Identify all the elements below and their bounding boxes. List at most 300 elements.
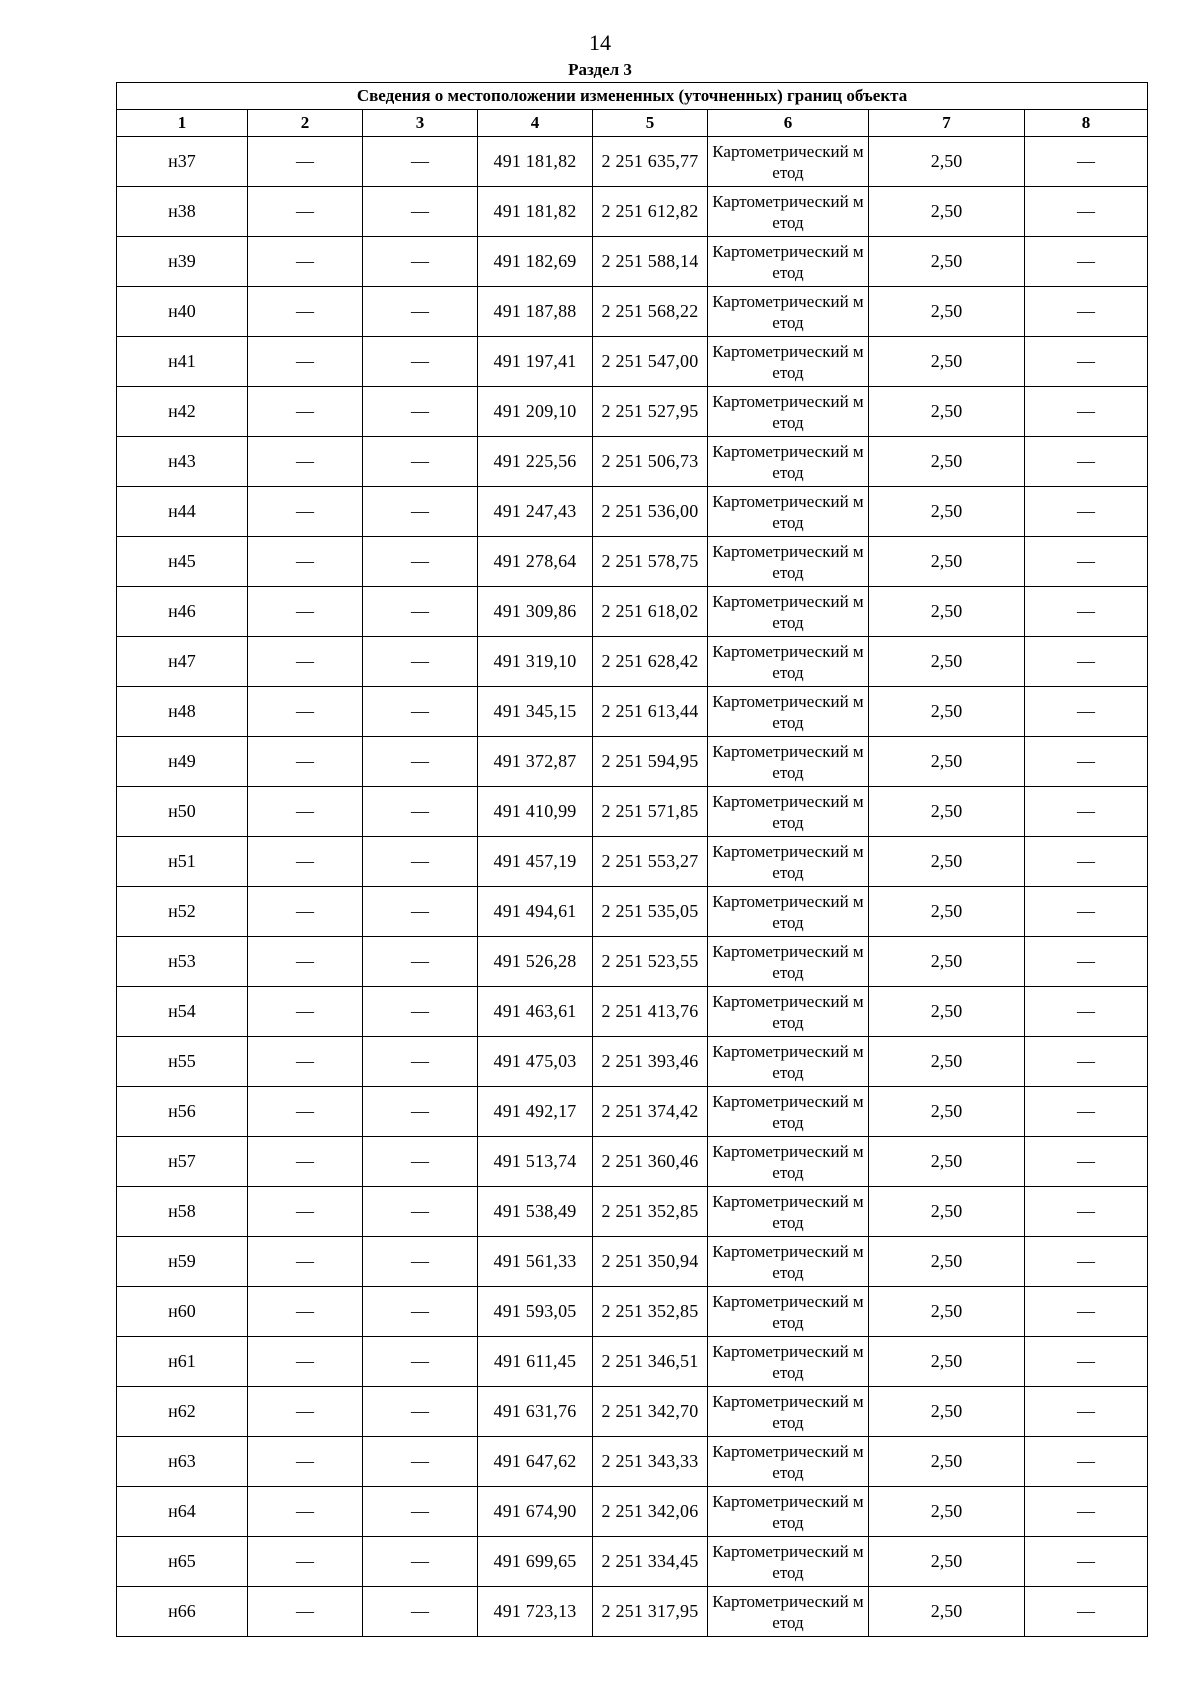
empty-dash-cell: — bbox=[1025, 1587, 1148, 1637]
accuracy-cell: 2,50 bbox=[869, 237, 1025, 287]
y-coordinate-cell: 2 251 352,85 bbox=[593, 1287, 708, 1337]
table-row bbox=[117, 587, 1148, 637]
empty-dash-cell: — bbox=[248, 1337, 363, 1387]
method-cell bbox=[708, 887, 869, 937]
empty-dash-cell: — bbox=[248, 1587, 363, 1637]
empty-dash-cell: — bbox=[363, 537, 478, 587]
coordinates-table bbox=[116, 82, 1148, 1637]
accuracy-cell: 2,50 bbox=[869, 1187, 1025, 1237]
y-coordinate-cell: 2 251 578,75 bbox=[593, 537, 708, 587]
method-text: Картометрический метод bbox=[712, 941, 864, 982]
y-coordinate-cell: 2 251 527,95 bbox=[593, 387, 708, 437]
empty-dash-cell: — bbox=[248, 637, 363, 687]
method-cell bbox=[708, 1537, 869, 1587]
x-coordinate-cell: 491 475,03 bbox=[478, 1037, 593, 1087]
y-coordinate-cell: 2 251 594,95 bbox=[593, 737, 708, 787]
empty-dash-cell: — bbox=[363, 937, 478, 987]
method-cell bbox=[708, 237, 869, 287]
method-text: Картометрический метод bbox=[712, 241, 864, 282]
method-cell bbox=[708, 987, 869, 1037]
empty-dash-cell: — bbox=[1025, 1537, 1148, 1587]
method-text: Картометрический метод bbox=[712, 1241, 864, 1282]
empty-dash-cell: — bbox=[1025, 637, 1148, 687]
method-text: Картометрический метод bbox=[712, 691, 864, 732]
method-text: Картометрический метод bbox=[712, 741, 864, 782]
x-coordinate-cell: 491 181,82 bbox=[478, 137, 593, 187]
table-row bbox=[117, 637, 1148, 687]
x-coordinate-cell: 491 372,87 bbox=[478, 737, 593, 787]
accuracy-cell: 2,50 bbox=[869, 987, 1025, 1037]
method-cell bbox=[708, 337, 869, 387]
empty-dash-cell: — bbox=[248, 937, 363, 987]
point-number-cell: н57 bbox=[117, 1137, 248, 1187]
x-coordinate-cell: 491 457,19 bbox=[478, 837, 593, 887]
empty-dash-cell: — bbox=[363, 787, 478, 837]
x-coordinate-cell: 491 647,62 bbox=[478, 1437, 593, 1487]
accuracy-cell: 2,50 bbox=[869, 1337, 1025, 1387]
table-row bbox=[117, 1487, 1148, 1537]
point-number-cell: н54 bbox=[117, 987, 248, 1037]
method-cell bbox=[708, 1237, 869, 1287]
empty-dash-cell: — bbox=[363, 487, 478, 537]
empty-dash-cell: — bbox=[248, 1137, 363, 1187]
empty-dash-cell: — bbox=[363, 587, 478, 637]
method-text: Картометрический метод bbox=[712, 491, 864, 532]
empty-dash-cell: — bbox=[1025, 1037, 1148, 1087]
accuracy-cell: 2,50 bbox=[869, 537, 1025, 587]
x-coordinate-cell: 491 309,86 bbox=[478, 587, 593, 637]
table-row bbox=[117, 1587, 1148, 1637]
empty-dash-cell: — bbox=[248, 1187, 363, 1237]
y-coordinate-cell: 2 251 393,46 bbox=[593, 1037, 708, 1087]
accuracy-cell: 2,50 bbox=[869, 837, 1025, 887]
accuracy-cell: 2,50 bbox=[869, 437, 1025, 487]
x-coordinate-cell: 491 526,28 bbox=[478, 937, 593, 987]
empty-dash-cell: — bbox=[363, 837, 478, 887]
accuracy-cell: 2,50 bbox=[869, 887, 1025, 937]
method-cell bbox=[708, 1487, 869, 1537]
table-row bbox=[117, 1437, 1148, 1487]
empty-dash-cell: — bbox=[248, 737, 363, 787]
empty-dash-cell: — bbox=[363, 987, 478, 1037]
method-text: Картометрический метод bbox=[712, 1291, 864, 1332]
point-number-cell: н52 bbox=[117, 887, 248, 937]
point-number-cell: н41 bbox=[117, 337, 248, 387]
empty-dash-cell: — bbox=[248, 837, 363, 887]
x-coordinate-cell: 491 345,15 bbox=[478, 687, 593, 737]
empty-dash-cell: — bbox=[1025, 1387, 1148, 1437]
point-number-cell: н50 bbox=[117, 787, 248, 837]
method-cell bbox=[708, 787, 869, 837]
point-number-cell: н62 bbox=[117, 1387, 248, 1437]
method-cell bbox=[708, 1287, 869, 1337]
y-coordinate-cell: 2 251 342,06 bbox=[593, 1487, 708, 1537]
method-cell bbox=[708, 537, 869, 587]
point-number-cell: н59 bbox=[117, 1237, 248, 1287]
point-number-cell: н56 bbox=[117, 1087, 248, 1137]
table-caption: Сведения о местоположении измененных (уточненных) границ объекта bbox=[117, 83, 1148, 110]
x-coordinate-cell: 491 181,82 bbox=[478, 187, 593, 237]
x-coordinate-cell: 491 197,41 bbox=[478, 337, 593, 387]
empty-dash-cell: — bbox=[1025, 1237, 1148, 1287]
point-number-cell: н45 bbox=[117, 537, 248, 587]
method-text: Картометрический метод bbox=[712, 1041, 864, 1082]
empty-dash-cell: — bbox=[363, 687, 478, 737]
method-cell bbox=[708, 137, 869, 187]
empty-dash-cell: — bbox=[1025, 137, 1148, 187]
table-row bbox=[117, 337, 1148, 387]
y-coordinate-cell: 2 251 350,94 bbox=[593, 1237, 708, 1287]
method-text: Картометрический метод bbox=[712, 641, 864, 682]
point-number-cell: н38 bbox=[117, 187, 248, 237]
empty-dash-cell: — bbox=[363, 1287, 478, 1337]
table-row bbox=[117, 787, 1148, 837]
method-text: Картометрический метод bbox=[712, 291, 864, 332]
empty-dash-cell: — bbox=[248, 1387, 363, 1437]
empty-dash-cell: — bbox=[248, 1487, 363, 1537]
x-coordinate-cell: 491 225,56 bbox=[478, 437, 593, 487]
x-coordinate-cell: 491 674,90 bbox=[478, 1487, 593, 1537]
x-coordinate-cell: 491 699,65 bbox=[478, 1537, 593, 1587]
empty-dash-cell: — bbox=[248, 787, 363, 837]
method-text: Картометрический метод bbox=[712, 441, 864, 482]
accuracy-cell: 2,50 bbox=[869, 1087, 1025, 1137]
x-coordinate-cell: 491 209,10 bbox=[478, 387, 593, 437]
x-coordinate-cell: 491 247,43 bbox=[478, 487, 593, 537]
accuracy-cell: 2,50 bbox=[869, 487, 1025, 537]
method-cell bbox=[708, 587, 869, 637]
method-cell bbox=[708, 437, 869, 487]
method-text: Картометрический метод bbox=[712, 141, 864, 182]
column-header-row bbox=[117, 110, 1148, 137]
point-number-cell: н40 bbox=[117, 287, 248, 337]
accuracy-cell: 2,50 bbox=[869, 1587, 1025, 1637]
y-coordinate-cell: 2 251 343,33 bbox=[593, 1437, 708, 1487]
method-text: Картометрический метод bbox=[712, 1441, 864, 1482]
method-cell bbox=[708, 387, 869, 437]
empty-dash-cell: — bbox=[1025, 1437, 1148, 1487]
point-number-cell: н37 bbox=[117, 137, 248, 187]
method-text: Картометрический метод bbox=[712, 591, 864, 632]
method-cell bbox=[708, 637, 869, 687]
method-text: Картометрический метод bbox=[712, 541, 864, 582]
empty-dash-cell: — bbox=[248, 1237, 363, 1287]
empty-dash-cell: — bbox=[1025, 487, 1148, 537]
column-header-3: 3 bbox=[363, 110, 478, 137]
table-row bbox=[117, 387, 1148, 437]
point-number-cell: н43 bbox=[117, 437, 248, 487]
method-text: Картометрический метод bbox=[712, 1491, 864, 1532]
method-text: Картометрический метод bbox=[712, 891, 864, 932]
accuracy-cell: 2,50 bbox=[869, 587, 1025, 637]
table-row bbox=[117, 1187, 1148, 1237]
y-coordinate-cell: 2 251 628,42 bbox=[593, 637, 708, 687]
method-text: Картометрический метод bbox=[712, 341, 864, 382]
point-number-cell: н47 bbox=[117, 637, 248, 687]
x-coordinate-cell: 491 278,64 bbox=[478, 537, 593, 587]
empty-dash-cell: — bbox=[363, 387, 478, 437]
point-number-cell: н51 bbox=[117, 837, 248, 887]
empty-dash-cell: — bbox=[363, 737, 478, 787]
empty-dash-cell: — bbox=[1025, 1487, 1148, 1537]
y-coordinate-cell: 2 251 374,42 bbox=[593, 1087, 708, 1137]
x-coordinate-cell: 491 593,05 bbox=[478, 1287, 593, 1337]
empty-dash-cell: — bbox=[248, 187, 363, 237]
accuracy-cell: 2,50 bbox=[869, 1387, 1025, 1437]
method-text: Картометрический метод bbox=[712, 1341, 864, 1382]
empty-dash-cell: — bbox=[248, 1087, 363, 1137]
table-row bbox=[117, 1337, 1148, 1387]
x-coordinate-cell: 491 492,17 bbox=[478, 1087, 593, 1137]
method-cell bbox=[708, 1187, 869, 1237]
accuracy-cell: 2,50 bbox=[869, 387, 1025, 437]
method-cell bbox=[708, 1037, 869, 1087]
empty-dash-cell: — bbox=[363, 137, 478, 187]
empty-dash-cell: — bbox=[248, 287, 363, 337]
y-coordinate-cell: 2 251 536,00 bbox=[593, 487, 708, 537]
method-cell bbox=[708, 1437, 869, 1487]
table-row bbox=[117, 1537, 1148, 1587]
point-number-cell: н63 bbox=[117, 1437, 248, 1487]
empty-dash-cell: — bbox=[248, 437, 363, 487]
method-text: Картометрический метод bbox=[712, 1141, 864, 1182]
table-row bbox=[117, 237, 1148, 287]
y-coordinate-cell: 2 251 352,85 bbox=[593, 1187, 708, 1237]
table-row bbox=[117, 1237, 1148, 1287]
y-coordinate-cell: 2 251 612,82 bbox=[593, 187, 708, 237]
x-coordinate-cell: 491 611,45 bbox=[478, 1337, 593, 1387]
accuracy-cell: 2,50 bbox=[869, 1137, 1025, 1187]
table-row bbox=[117, 487, 1148, 537]
empty-dash-cell: — bbox=[248, 137, 363, 187]
empty-dash-cell: — bbox=[363, 1337, 478, 1387]
accuracy-cell: 2,50 bbox=[869, 687, 1025, 737]
empty-dash-cell: — bbox=[363, 1037, 478, 1087]
empty-dash-cell: — bbox=[1025, 237, 1148, 287]
empty-dash-cell: — bbox=[248, 687, 363, 737]
y-coordinate-cell: 2 251 334,45 bbox=[593, 1537, 708, 1587]
y-coordinate-cell: 2 251 523,55 bbox=[593, 937, 708, 987]
point-number-cell: н58 bbox=[117, 1187, 248, 1237]
empty-dash-cell: — bbox=[363, 1437, 478, 1487]
point-number-cell: н60 bbox=[117, 1287, 248, 1337]
x-coordinate-cell: 491 187,88 bbox=[478, 287, 593, 337]
table-body bbox=[117, 137, 1148, 1637]
empty-dash-cell: — bbox=[363, 1137, 478, 1187]
point-number-cell: н46 bbox=[117, 587, 248, 637]
column-header-4: 4 bbox=[478, 110, 593, 137]
accuracy-cell: 2,50 bbox=[869, 1287, 1025, 1337]
table-row bbox=[117, 887, 1148, 937]
method-text: Картометрический метод bbox=[712, 1591, 864, 1632]
empty-dash-cell: — bbox=[248, 537, 363, 587]
y-coordinate-cell: 2 251 317,95 bbox=[593, 1587, 708, 1637]
accuracy-cell: 2,50 bbox=[869, 1487, 1025, 1537]
x-coordinate-cell: 491 538,49 bbox=[478, 1187, 593, 1237]
empty-dash-cell: — bbox=[1025, 1287, 1148, 1337]
y-coordinate-cell: 2 251 568,22 bbox=[593, 287, 708, 337]
accuracy-cell: 2,50 bbox=[869, 787, 1025, 837]
method-text: Картометрический метод bbox=[712, 991, 864, 1032]
x-coordinate-cell: 491 513,74 bbox=[478, 1137, 593, 1187]
method-text: Картометрический метод bbox=[712, 791, 864, 832]
empty-dash-cell: — bbox=[248, 1037, 363, 1087]
empty-dash-cell: — bbox=[1025, 587, 1148, 637]
method-cell bbox=[708, 837, 869, 887]
x-coordinate-cell: 491 182,69 bbox=[478, 237, 593, 287]
method-text: Картометрический метод bbox=[712, 1541, 864, 1582]
empty-dash-cell: — bbox=[248, 887, 363, 937]
empty-dash-cell: — bbox=[1025, 687, 1148, 737]
column-header-5: 5 bbox=[593, 110, 708, 137]
empty-dash-cell: — bbox=[363, 1487, 478, 1537]
table-row bbox=[117, 687, 1148, 737]
x-coordinate-cell: 491 561,33 bbox=[478, 1237, 593, 1287]
method-cell bbox=[708, 1137, 869, 1187]
empty-dash-cell: — bbox=[363, 337, 478, 387]
method-cell bbox=[708, 1337, 869, 1387]
table-row bbox=[117, 187, 1148, 237]
empty-dash-cell: — bbox=[248, 1437, 363, 1487]
y-coordinate-cell: 2 251 413,76 bbox=[593, 987, 708, 1037]
method-cell bbox=[708, 187, 869, 237]
table-row bbox=[117, 987, 1148, 1037]
accuracy-cell: 2,50 bbox=[869, 1537, 1025, 1587]
empty-dash-cell: — bbox=[1025, 887, 1148, 937]
table-row bbox=[117, 1137, 1148, 1187]
table-row bbox=[117, 737, 1148, 787]
table-row bbox=[117, 937, 1148, 987]
empty-dash-cell: — bbox=[1025, 287, 1148, 337]
column-header-6: 6 bbox=[708, 110, 869, 137]
table-row bbox=[117, 1287, 1148, 1337]
accuracy-cell: 2,50 bbox=[869, 1437, 1025, 1487]
point-number-cell: н53 bbox=[117, 937, 248, 987]
column-header-8: 8 bbox=[1025, 110, 1148, 137]
point-number-cell: н61 bbox=[117, 1337, 248, 1387]
accuracy-cell: 2,50 bbox=[869, 137, 1025, 187]
y-coordinate-cell: 2 251 346,51 bbox=[593, 1337, 708, 1387]
y-coordinate-cell: 2 251 535,05 bbox=[593, 887, 708, 937]
accuracy-cell: 2,50 bbox=[869, 737, 1025, 787]
empty-dash-cell: — bbox=[1025, 337, 1148, 387]
accuracy-cell: 2,50 bbox=[869, 1037, 1025, 1087]
point-number-cell: н64 bbox=[117, 1487, 248, 1537]
table-row bbox=[117, 1087, 1148, 1137]
empty-dash-cell: — bbox=[1025, 987, 1148, 1037]
empty-dash-cell: — bbox=[363, 887, 478, 937]
accuracy-cell: 2,50 bbox=[869, 937, 1025, 987]
empty-dash-cell: — bbox=[1025, 787, 1148, 837]
empty-dash-cell: — bbox=[363, 287, 478, 337]
empty-dash-cell: — bbox=[1025, 1337, 1148, 1387]
y-coordinate-cell: 2 251 618,02 bbox=[593, 587, 708, 637]
method-text: Картометрический метод bbox=[712, 1091, 864, 1132]
empty-dash-cell: — bbox=[363, 237, 478, 287]
empty-dash-cell: — bbox=[1025, 537, 1148, 587]
method-cell bbox=[708, 1387, 869, 1437]
method-cell bbox=[708, 737, 869, 787]
point-number-cell: н65 bbox=[117, 1537, 248, 1587]
method-text: Картометрический метод bbox=[712, 391, 864, 432]
empty-dash-cell: — bbox=[248, 337, 363, 387]
accuracy-cell: 2,50 bbox=[869, 337, 1025, 387]
table-row bbox=[117, 137, 1148, 187]
x-coordinate-cell: 491 319,10 bbox=[478, 637, 593, 687]
method-text: Картометрический метод bbox=[712, 1391, 864, 1432]
empty-dash-cell: — bbox=[1025, 187, 1148, 237]
empty-dash-cell: — bbox=[363, 187, 478, 237]
column-header-2: 2 bbox=[248, 110, 363, 137]
point-number-cell: н44 bbox=[117, 487, 248, 537]
empty-dash-cell: — bbox=[1025, 1187, 1148, 1237]
method-text: Картометрический метод bbox=[712, 1191, 864, 1232]
table-row bbox=[117, 537, 1148, 587]
method-cell bbox=[708, 687, 869, 737]
y-coordinate-cell: 2 251 635,77 bbox=[593, 137, 708, 187]
y-coordinate-cell: 2 251 547,00 bbox=[593, 337, 708, 387]
y-coordinate-cell: 2 251 342,70 bbox=[593, 1387, 708, 1437]
section-title: Раздел 3 bbox=[568, 60, 632, 79]
column-header-7: 7 bbox=[869, 110, 1025, 137]
empty-dash-cell: — bbox=[1025, 937, 1148, 987]
x-coordinate-cell: 491 410,99 bbox=[478, 787, 593, 837]
method-cell bbox=[708, 937, 869, 987]
empty-dash-cell: — bbox=[1025, 387, 1148, 437]
y-coordinate-cell: 2 251 571,85 bbox=[593, 787, 708, 837]
point-number-cell: н42 bbox=[117, 387, 248, 437]
empty-dash-cell: — bbox=[1025, 1087, 1148, 1137]
point-number-cell: н39 bbox=[117, 237, 248, 287]
y-coordinate-cell: 2 251 506,73 bbox=[593, 437, 708, 487]
page-number: 14 bbox=[589, 30, 611, 55]
point-number-cell: н49 bbox=[117, 737, 248, 787]
point-number-cell: н48 bbox=[117, 687, 248, 737]
table-row bbox=[117, 437, 1148, 487]
point-number-cell: н66 bbox=[117, 1587, 248, 1637]
method-text: Картометрический метод bbox=[712, 841, 864, 882]
table-row bbox=[117, 287, 1148, 337]
table-row bbox=[117, 1387, 1148, 1437]
accuracy-cell: 2,50 bbox=[869, 1237, 1025, 1287]
empty-dash-cell: — bbox=[1025, 1137, 1148, 1187]
method-cell bbox=[708, 287, 869, 337]
empty-dash-cell: — bbox=[1025, 837, 1148, 887]
empty-dash-cell: — bbox=[248, 237, 363, 287]
empty-dash-cell: — bbox=[248, 1287, 363, 1337]
empty-dash-cell: — bbox=[1025, 737, 1148, 787]
empty-dash-cell: — bbox=[248, 487, 363, 537]
empty-dash-cell: — bbox=[363, 1537, 478, 1587]
table-row bbox=[117, 1037, 1148, 1087]
empty-dash-cell: — bbox=[363, 637, 478, 687]
accuracy-cell: 2,50 bbox=[869, 187, 1025, 237]
empty-dash-cell: — bbox=[363, 1387, 478, 1437]
empty-dash-cell: — bbox=[248, 387, 363, 437]
point-number-cell: н55 bbox=[117, 1037, 248, 1087]
y-coordinate-cell: 2 251 360,46 bbox=[593, 1137, 708, 1187]
x-coordinate-cell: 491 494,61 bbox=[478, 887, 593, 937]
x-coordinate-cell: 491 631,76 bbox=[478, 1387, 593, 1437]
empty-dash-cell: — bbox=[363, 1587, 478, 1637]
empty-dash-cell: — bbox=[363, 1237, 478, 1287]
accuracy-cell: 2,50 bbox=[869, 637, 1025, 687]
column-header-1: 1 bbox=[117, 110, 248, 137]
y-coordinate-cell: 2 251 553,27 bbox=[593, 837, 708, 887]
table-row bbox=[117, 837, 1148, 887]
empty-dash-cell: — bbox=[363, 1187, 478, 1237]
accuracy-cell: 2,50 bbox=[869, 287, 1025, 337]
